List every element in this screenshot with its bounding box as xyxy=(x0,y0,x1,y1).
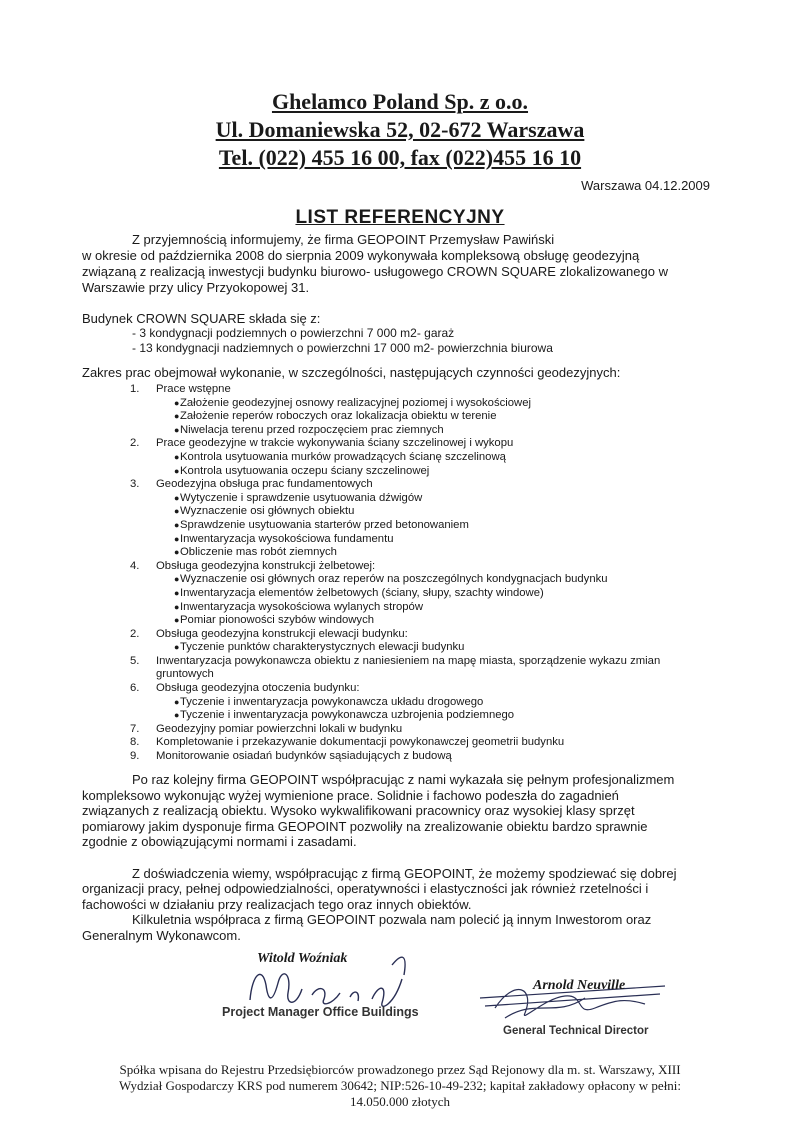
section-item xyxy=(130,465,750,479)
section-item-text: Tyczenie punktów charakterystycznych elewacji budynku xyxy=(180,641,465,654)
section-item xyxy=(130,410,750,424)
scope-section xyxy=(130,723,750,737)
section-item-text: Tyczenie i inwentaryzacja powykonawcza uzbrojenia podziemnego xyxy=(180,709,515,722)
closing-line: fachowości w działaniu przy realizacjach tego oraz innych obiektów. xyxy=(82,896,472,912)
section-item-text: Sprawdzenie usytuowania starterów przed betonowaniem xyxy=(180,518,469,531)
section-title: Monitorowanie osiadań budynków sąsiadujących z budową xyxy=(156,750,452,763)
bullet-icon: ● xyxy=(174,424,180,435)
section-title: Obsługa geodezyjna konstrukcji elewacji budynku: xyxy=(156,627,408,640)
section-item-text: Inwentaryzacja wysokościowa wylanych stropów xyxy=(180,600,423,613)
section-item-text: Tyczenie i inwentaryzacja powykonawcza układu drogowego xyxy=(180,695,484,708)
section-item xyxy=(130,709,750,723)
section-item-text: Kontrola usytuowania oczepu ściany szczelinowej xyxy=(180,464,430,477)
footer-line: Spółka wpisana do Rejestru Przedsiębiorców prowadzonego przez Sąd Rejonowy dla m. st. Warszawy, XIII xyxy=(119,1062,681,1077)
scope-section xyxy=(130,383,750,437)
closing-line: Z doświadczenia wiemy, współpracując z firmą GEOPOINT, że możemy spodziewać się dobrej xyxy=(132,865,677,881)
section-item xyxy=(130,505,750,519)
footer-line: 14.050.000 złotych xyxy=(349,1094,450,1109)
section-item xyxy=(130,601,750,615)
signatory-left-name: Witold Woźniak xyxy=(257,951,348,966)
company-phone-fax: Tel. (022) 455 16 00, fax (022)455 16 10 xyxy=(218,145,582,170)
intro-line: Warszawie przy ulicy Przyokopowej 31. xyxy=(82,280,310,295)
intro-paragraph xyxy=(82,232,722,296)
bullet-icon: ● xyxy=(174,587,180,598)
company-registration-footer xyxy=(80,1062,720,1110)
closing-line: Generalnym Wykonawcom. xyxy=(82,927,241,943)
building-heading: Budynek CROWN SQUARE składa się z: xyxy=(82,311,321,326)
section-item xyxy=(130,519,750,533)
bullet-icon: ● xyxy=(174,574,180,585)
scope-section xyxy=(130,560,750,628)
scope-section xyxy=(130,437,750,478)
section-item xyxy=(130,533,750,547)
closing-line: Kilkuletnia współpraca z firmą GEOPOINT pozwala nam polecić ją innym Inwestorom oraz xyxy=(132,912,652,927)
scope-section xyxy=(130,655,750,682)
scope-section xyxy=(130,682,750,723)
section-title: Prace wstępne xyxy=(156,383,231,395)
closing-paragraph xyxy=(82,772,722,850)
closing-line: Po raz kolejny firma GEOPOINT współpracując z nami wykazała się pełnym profesjonalizmem xyxy=(132,772,675,787)
closing-paragraph xyxy=(82,912,722,943)
section-item-text: Wytyczenie i sprawdzenie usytuowania dźwigów xyxy=(180,491,423,504)
closing-paragraph xyxy=(82,866,722,913)
section-item-text: Założenie geodezyjnej osnowy realizacyjnej poziomej i wysokościowej xyxy=(180,396,532,409)
building-item: - 13 kondygnacji nadziemnych o powierzchni 17 000 m2- powierzchnia biurowa xyxy=(132,341,553,355)
bullet-icon: ● xyxy=(174,506,180,517)
letter-title: LIST REFERENCYJNY xyxy=(295,207,505,228)
intro-line: w okresie od października 2008 do sierpnia 2009 wykonywała kompleksową obsługę geodezyjną xyxy=(82,248,640,263)
section-item-text: Inwentaryzacja wysokościowa fundamentu xyxy=(180,532,394,545)
bullet-icon: ● xyxy=(174,710,180,721)
section-number: 4. xyxy=(130,559,140,572)
section-item xyxy=(130,573,750,587)
closing-line: związanych z realizacją obiektu. Wysoko wykwalifikowani pracownicy oraz wysokiej klasy sprzęt xyxy=(82,803,635,818)
section-title-continuation: gruntowych xyxy=(156,668,214,681)
intro-line: Z przyjemnością informujemy, że firma GEOPOINT Przemysław Pawiński xyxy=(132,232,555,247)
section-number: 1. xyxy=(130,383,140,395)
section-item-text: Założenie reperów roboczych oraz lokalizacja obiektu w terenie xyxy=(180,410,497,423)
scope-section xyxy=(130,736,750,750)
section-number: 2. xyxy=(130,627,140,640)
bullet-icon: ● xyxy=(174,696,180,707)
signature-right-scribble xyxy=(475,968,675,1028)
closing-line: kompleksowo wykonując wyżej wymienione prace. Solidnie i fachowo podeszła do zagadnień xyxy=(82,787,619,803)
bullet-icon: ● xyxy=(174,601,180,612)
section-item xyxy=(130,696,750,710)
section-item-text: Niwelacja terenu przed rozpoczęciem prac ziemnych xyxy=(180,423,444,436)
section-title: Obsługa geodezyjna konstrukcji żelbetowej: xyxy=(156,559,376,572)
building-item: - 3 kondygnacji podziemnych o powierzchni 7 000 m2- garaż xyxy=(132,326,455,340)
letter-date: Warszawa 04.12.2009 xyxy=(581,178,710,193)
closing-line: zgodnie z obowiązującymi normami i zasadami. xyxy=(82,834,357,849)
section-item xyxy=(130,546,750,560)
scope-list xyxy=(130,383,750,764)
section-number: 6. xyxy=(130,682,140,695)
section-item-text: Pomiar pionowości szybów windowych xyxy=(180,614,375,627)
section-title: Geodezyjna obsługa prac fundamentowych xyxy=(156,478,373,491)
bullet-icon: ● xyxy=(174,547,180,558)
section-number: 9. xyxy=(130,750,140,763)
bullet-icon: ● xyxy=(174,642,180,653)
section-number: 5. xyxy=(130,654,140,667)
section-title: Geodezyjny pomiar powierzchni lokali w budynku xyxy=(156,722,403,735)
bullet-icon: ● xyxy=(174,465,180,476)
section-number: 3. xyxy=(130,478,140,491)
building-description xyxy=(82,311,722,356)
section-number: 2. xyxy=(130,437,140,450)
section-title: Prace geodezyjne w trakcie wykonywania ściany szczelinowej i wykopu xyxy=(156,437,514,450)
section-item-text: Kontrola usytuowania murków prowadzących ścianę szczelinową xyxy=(180,450,506,463)
scope-section xyxy=(130,478,750,560)
closing-line: pomiarowy jakim dysponuje firma GEOPOINT pozwoliły na zrealizowanie obiektu bardzo sprawnie xyxy=(82,818,648,834)
section-number: 8. xyxy=(130,736,140,749)
bullet-icon: ● xyxy=(174,519,180,530)
signatory-right-title: General Technical Director xyxy=(503,1025,649,1037)
company-name: Ghelamco Poland Sp. z o.o. xyxy=(271,89,529,114)
section-title: Inwentaryzacja powykonawcza obiektu z naniesieniem na mapę miasta, sporządzenie wykazu zmian xyxy=(156,654,661,667)
scope-section xyxy=(130,628,750,655)
section-item xyxy=(130,614,750,628)
closing-line: organizacji pracy, pełnej odpowiedzialności, operatywności i elastyczności jak również rzetelności i xyxy=(82,881,649,896)
bullet-icon: ● xyxy=(174,492,180,503)
signatory-right-name: Arnold Neuville xyxy=(533,978,626,993)
footer-line: Wydział Gospodarczy KRS pod numerem 30642; NIP:526-10-49-232; kapitał zakładowy opłacony w pełni: xyxy=(118,1078,682,1093)
section-item xyxy=(130,397,750,411)
section-item xyxy=(130,587,750,601)
section-item-text: Obliczenie mas robót ziemnych xyxy=(180,546,337,559)
section-title: Obsługa geodezyjna otoczenia budynku: xyxy=(156,682,360,695)
scope-heading: Zakres prac obejmował wykonanie, w szczególności, następujących czynności geodezyjnych: xyxy=(82,365,621,380)
bullet-icon: ● xyxy=(174,533,180,544)
closing-paragraphs xyxy=(82,772,722,943)
intro-line: związaną z realizacją inwestycji budynku biurowo- usługowego CROWN SQUARE zlokalizowanego w xyxy=(82,264,668,279)
section-item-text: Inwentaryzacja elementów żelbetowych (ściany, słupy, szachty windowe) xyxy=(180,586,544,599)
section-number: 7. xyxy=(130,722,140,735)
bullet-icon: ● xyxy=(174,451,180,462)
section-item-text: Wyznaczenie osi głównych oraz reperów na poszczególnych kondygnacjach budynku xyxy=(180,573,608,586)
section-item xyxy=(130,451,750,465)
section-title: Kompletowanie i przekazywanie dokumentacji powykonawczej geometrii budynku xyxy=(156,736,565,749)
section-item xyxy=(130,641,750,655)
bullet-icon: ● xyxy=(174,411,180,422)
section-item-text: Wyznaczenie osi głównych obiektu xyxy=(180,505,355,518)
bullet-icon: ● xyxy=(174,397,180,408)
section-item xyxy=(130,424,750,438)
bullet-icon: ● xyxy=(174,615,180,626)
signatory-left-title: Project Manager Office Buildings xyxy=(222,1005,419,1019)
section-item xyxy=(130,492,750,506)
scope-section xyxy=(130,750,750,764)
company-address: Ul. Domaniewska 52, 02-672 Warszawa xyxy=(215,117,585,142)
